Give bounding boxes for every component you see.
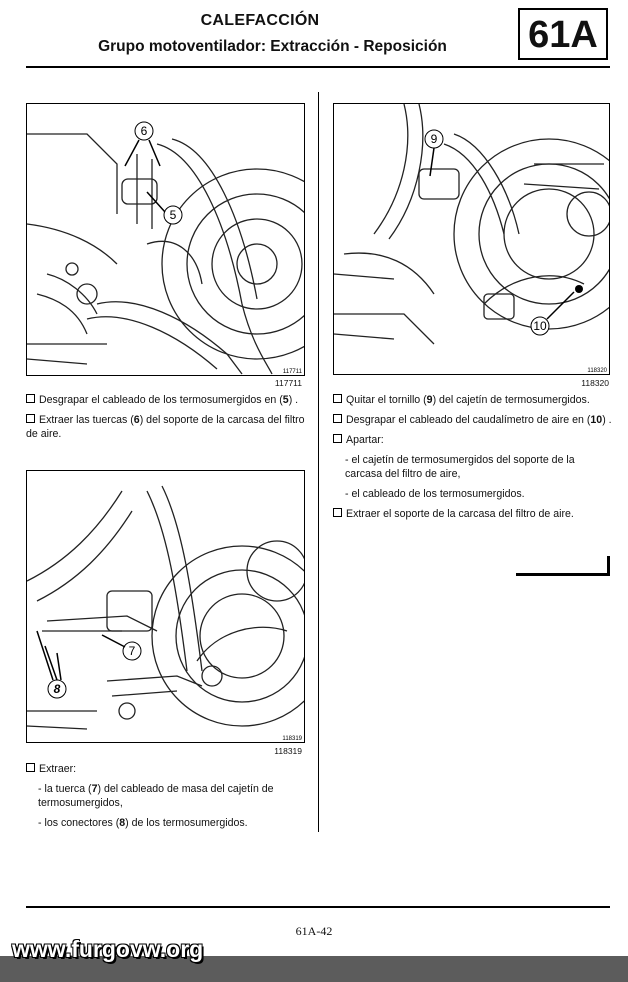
- figure-2-number: 118320: [581, 378, 609, 388]
- callout-6: 6: [140, 124, 148, 138]
- callout-10: 10: [533, 319, 547, 333]
- engine-illustration-1: [27, 104, 305, 376]
- figure-1-inner-id: 117711: [282, 369, 302, 375]
- section-title: CALEFACCIÓN: [200, 12, 320, 29]
- sub-item: - los conectores (8) de los termosumergidos.: [38, 817, 248, 829]
- page-subtitle: Grupo motoventilador: Extracción - Reposición: [98, 38, 447, 55]
- engine-illustration-2: [334, 104, 610, 375]
- checkbox-icon: [26, 414, 35, 423]
- figure-3: [26, 470, 305, 743]
- figure-1-number: 117711: [274, 378, 302, 388]
- section-badge: 61A: [518, 8, 608, 60]
- callout-9: 9: [430, 132, 438, 146]
- checkbox-icon: [333, 394, 342, 403]
- section-end-mark-corner: [607, 556, 610, 576]
- footer-rule: [26, 906, 610, 908]
- column-divider: [318, 92, 319, 832]
- left-steps-2: [26, 762, 306, 830]
- step-item: Desgrapar el cableado de los termosumergidos en (5) .: [26, 393, 306, 407]
- page-number: 61A-42: [295, 924, 333, 938]
- section-end-mark: [516, 573, 610, 576]
- step-item: Extraer las tuercas (6) del soporte de la carcasa del filtro de aire.: [26, 414, 305, 440]
- watermark: www.furgovw.org: [12, 936, 204, 962]
- step-item: Quitar el tornillo (9) del cajetín de termosumergidos.: [333, 393, 613, 407]
- figure-1: [26, 103, 305, 376]
- callout-5: 5: [169, 208, 177, 222]
- sub-item: - el cajetín de termosumergidos del soporte de la carcasa del filtro de aire,: [345, 454, 575, 480]
- figure-3-number: 118319: [274, 746, 302, 756]
- left-steps-1: [26, 393, 306, 441]
- checkbox-icon: [26, 394, 35, 403]
- figure-2: [333, 103, 610, 375]
- sub-item: - la tuerca (7) del cableado de masa del cajetín de termosumergidos,: [38, 783, 274, 809]
- checkbox-icon: [333, 434, 342, 443]
- checkbox-icon: [333, 508, 342, 517]
- step-item: Desgrapar el cableado del caudalímetro de aire en (10) .: [333, 413, 613, 427]
- header-rule: [26, 66, 610, 68]
- step-item: Extraer:: [26, 762, 306, 776]
- figure-2-inner-id: 118320: [587, 368, 607, 374]
- callout-7: 7: [128, 644, 136, 658]
- sub-item: - el cableado de los termosumergidos.: [345, 488, 525, 500]
- checkbox-icon: [26, 763, 35, 772]
- callout-8: 8: [53, 682, 61, 696]
- checkbox-icon: [333, 414, 342, 423]
- step-item: Extraer el soporte de la carcasa del filtro de aire.: [333, 507, 613, 521]
- right-steps: [333, 393, 613, 521]
- figure-3-inner-id: 118319: [282, 736, 302, 742]
- engine-illustration-3: [27, 471, 305, 743]
- step-item: Apartar:: [333, 433, 613, 447]
